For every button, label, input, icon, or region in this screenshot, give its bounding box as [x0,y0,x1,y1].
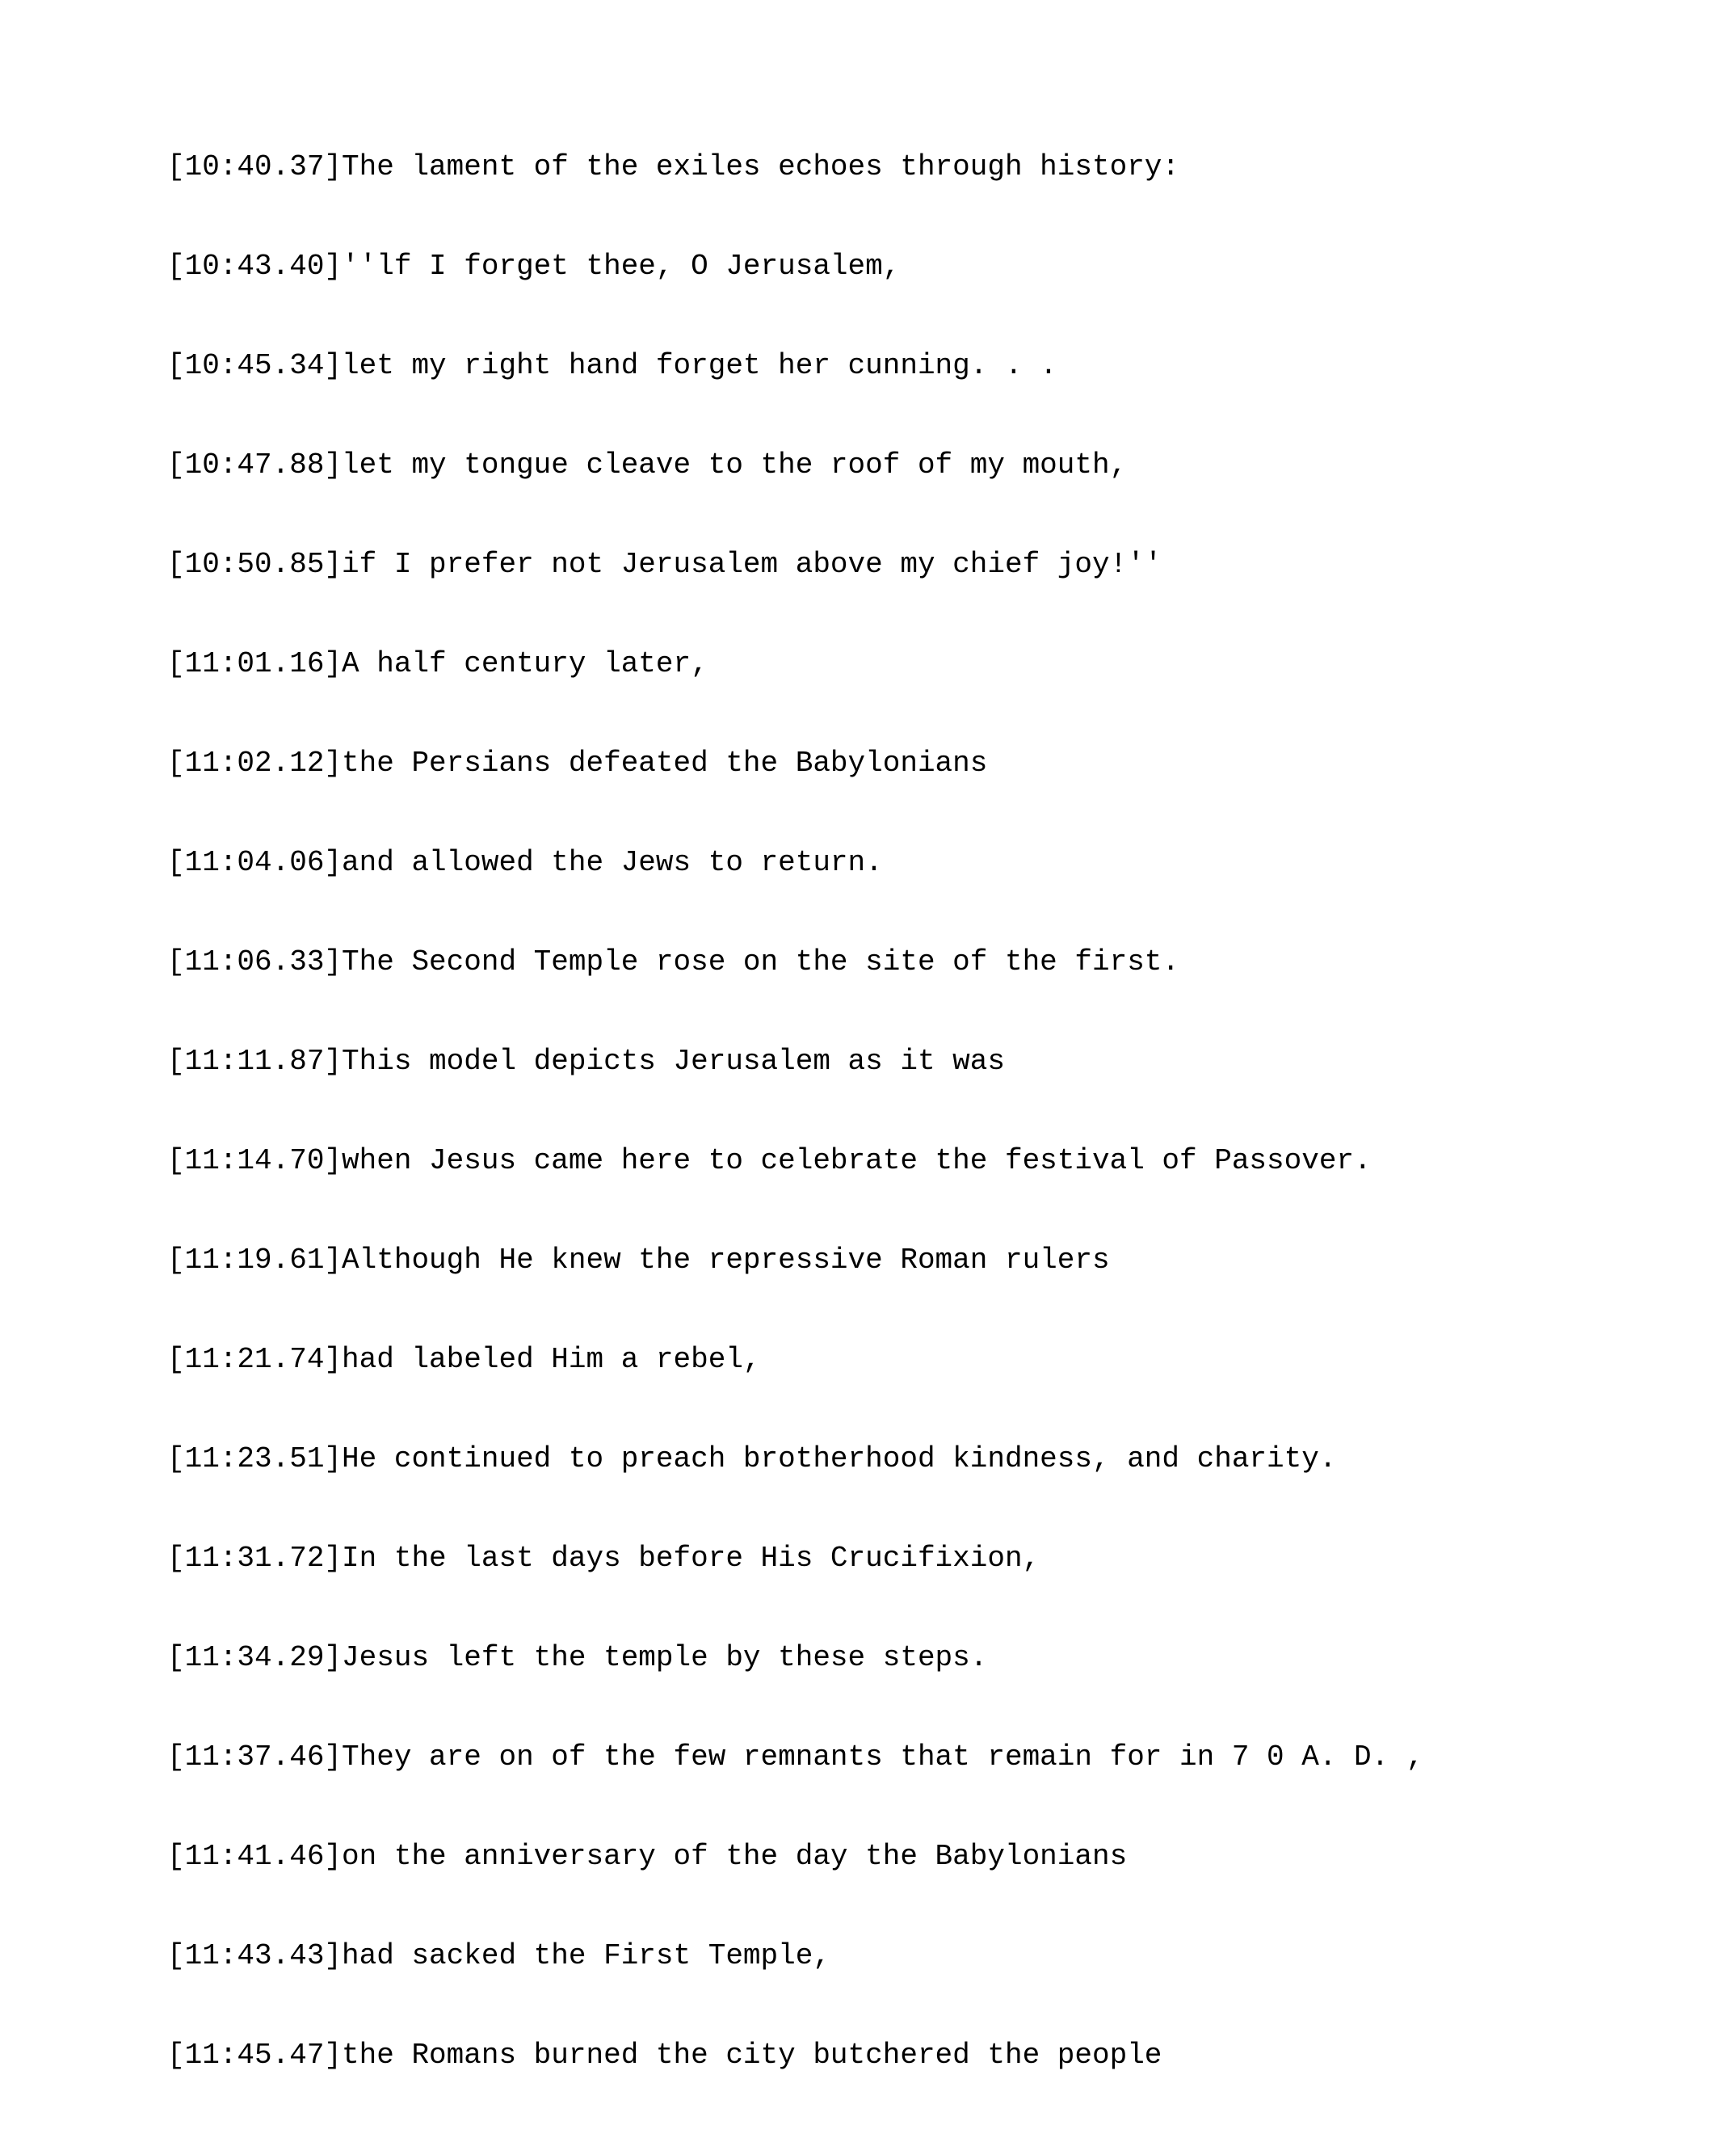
lyrics-transcript [167,84,1423,2138]
transcript-line: [11:04.06]and allowed the Jews to return. [167,846,883,879]
transcript-line: [10:43.40]''lf I forget thee, O Jerusalem, [167,250,901,283]
transcript-line: [11:23.51]He continued to preach brotherhood kindness, and charity. [167,1442,1337,1475]
transcript-line: [11:02.12]the Persians defeated the Babylonians [167,747,988,780]
transcript-line: [11:45.47]the Romans burned the city butchered the people [167,2039,1162,2072]
transcript-line: [11:19.61]Although He knew the repressive Roman rulers [167,1244,1110,1277]
transcript-line: [11:14.70]when Jesus came here to celebrate the festival of Passover. [167,1144,1372,1177]
transcript-line: [10:50.85]if I prefer not Jerusalem above my chief joy!'' [167,548,1162,581]
transcript-line: [11:31.72]In the last days before His Crucifixion, [167,1542,1040,1575]
transcript-line: [11:43.43]had sacked the First Temple, [167,1939,830,1972]
transcript-line: [11:01.16]A half century later, [167,647,708,680]
transcript-line: [11:06.33]The Second Temple rose on the site of the first. [167,945,1180,979]
transcript-line: [10:40.37]The lament of the exiles echoes through history: [167,150,1180,183]
transcript-line: [11:11.87]This model depicts Jerusalem as it was [167,1045,1005,1078]
transcript-line: [11:37.46]They are on of the few remnants that remain for in 7 0 A. D. , [167,1740,1424,1774]
transcript-line: [10:45.34]let my right hand forget her cunning. . . [167,349,1057,382]
transcript-line: [11:34.29]Jesus left the temple by these steps. [167,1641,988,1674]
transcript-line: [11:21.74]had labeled Him a rebel, [167,1343,761,1376]
transcript-line: [11:41.46]on the anniversary of the day the Babylonians [167,1840,1128,1873]
transcript-line: [10:47.88]let my tongue cleave to the roof of my mouth, [167,448,1128,482]
